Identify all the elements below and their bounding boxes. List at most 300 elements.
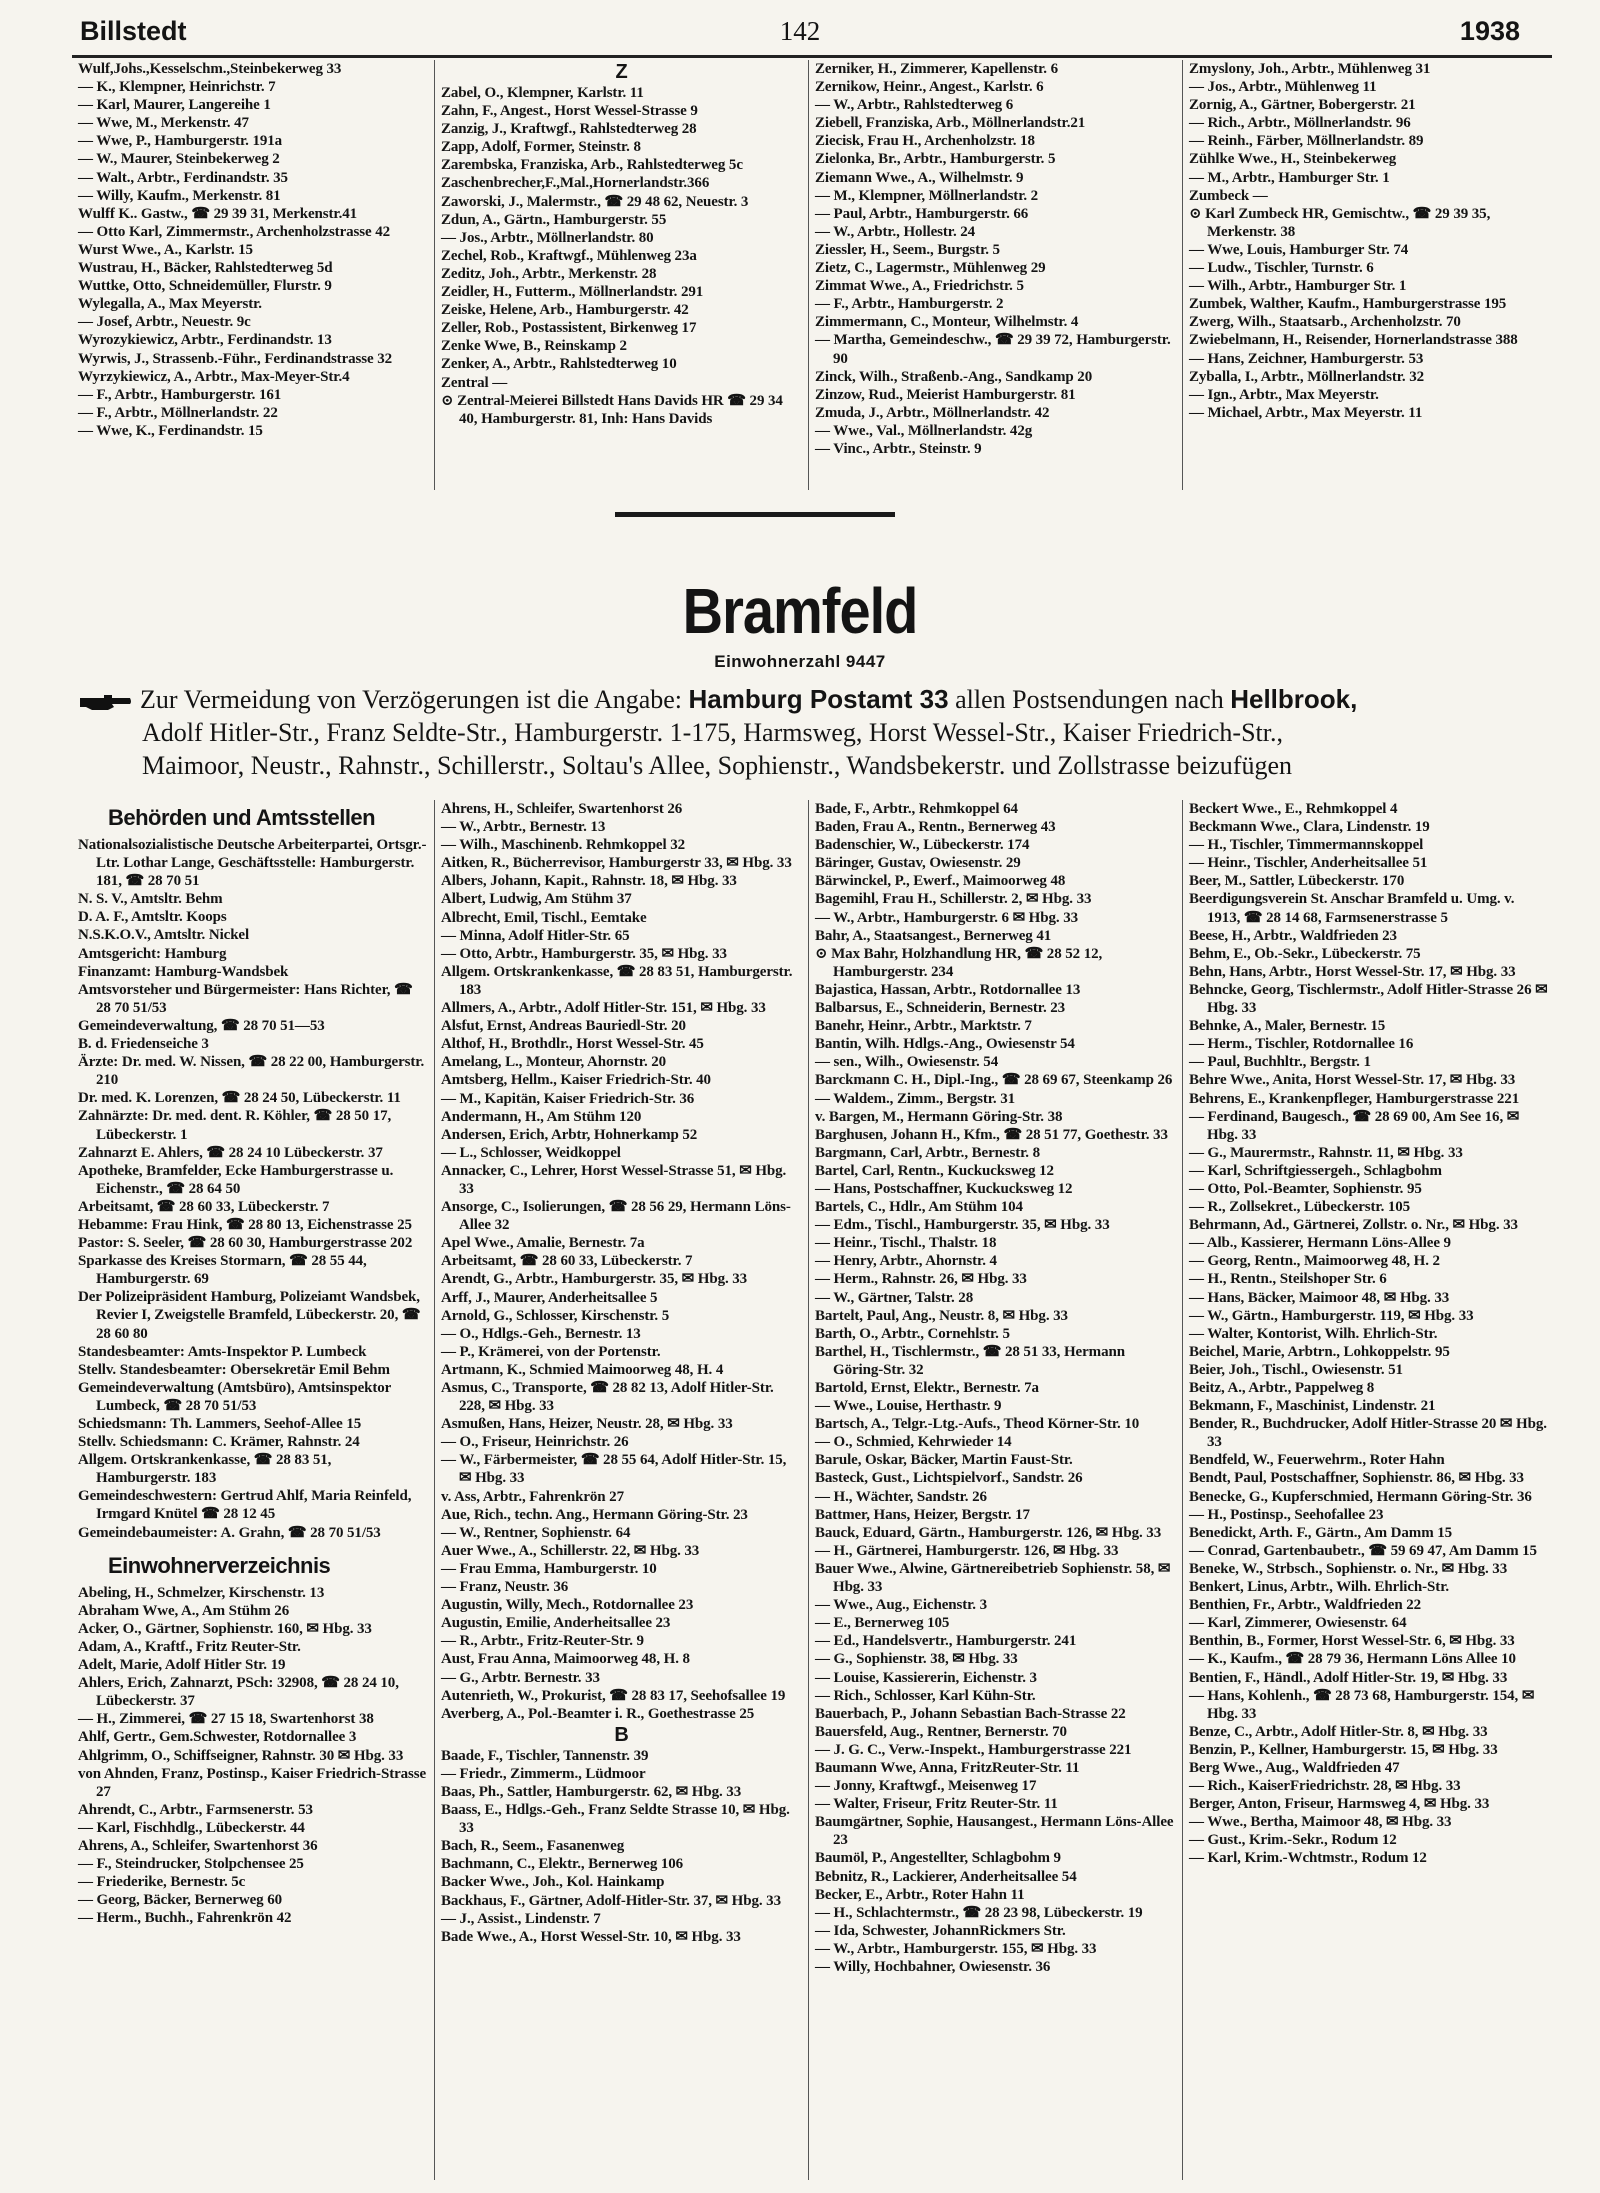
- directory-entry: Benthin, B., Former, Horst Wessel-Str. 6, ✉ Hbg. 33: [1189, 1633, 1515, 1650]
- notice-hellbrook: Hellbrook,: [1230, 684, 1358, 714]
- running-head: [80, 16, 1520, 48]
- directory-entry: Bender, R., Buchdrucker, Adolf Hitler-Strasse 20 ✉ Hbg. 33: [1189, 1416, 1547, 1451]
- directory-entry: Bauck, Eduard, Gärtn., Hamburgerstr. 126, ✉ Hbg. 33: [815, 1524, 1162, 1541]
- directory-entry: Bauer Wwe., Alwine, Gärtnereibetrieb Sophienstr. 58, ✉ Hbg. 33: [815, 1560, 1171, 1596]
- directory-entry: — Heinr., Tischler, Anderheitsallee 51: [1189, 855, 1428, 872]
- directory-entry: — L., Schlosser, Weidkoppel: [441, 1144, 621, 1161]
- directory-entry: Zaschenbrecher,F.,Mal.,Hornerlandstr.366: [441, 175, 710, 192]
- directory-entry: Ziemann Wwe., A., Wilhelmstr. 9: [815, 169, 1024, 186]
- directory-entry: Bartelt, Paul, Ang., Neustr. 8, ✉ Hbg. 33: [815, 1307, 1068, 1324]
- directory-entry: Annacker, C., Lehrer, Horst Wessel-Strasse 51, ✉ Hbg. 33: [441, 1162, 787, 1197]
- directory-entry: Bendfeld, W., Feuerwehrm., Roter Hahn: [1189, 1452, 1445, 1469]
- directory-entry: Zühlke Wwe., H., Steinbekerweg: [1189, 151, 1397, 168]
- directory-entry: — H., Schlachtermstr., ☎ 28 23 98, Lübeckerstr. 19: [815, 1904, 1143, 1921]
- directory-entry: — Herm., Rahnstr. 26, ✉ Hbg. 33: [815, 1271, 1027, 1288]
- directory-entry: Arendt, G., Arbtr., Hamburgerstr. 35, ✉ Hbg. 33: [441, 1271, 748, 1288]
- directory-entry: Zapp, Adolf, Former, Steinstr. 8: [441, 139, 641, 156]
- directory-entry: — Hans, Kohlenh., ☎ 28 73 68, Hamburgerstr. 154, ✉ Hbg. 33: [1189, 1687, 1535, 1722]
- directory-entry: Zimmermann, C., Monteur, Wilhelmstr. 4: [815, 314, 1079, 331]
- directory-entry: — W., Gärtn., Hamburgerstr. 119, ✉ Hbg. 33: [1189, 1307, 1474, 1324]
- directory-entry: Wyrwis, J., Strassenb.-Führ., Ferdinandstrasse 32: [78, 350, 393, 367]
- directory-entry: Bartsch, A., Telgr.-Ltg.-Aufs., Theod Körner-Str. 10: [815, 1416, 1140, 1433]
- directory-entry: ⊙ Karl Zumbeck HR, Gemischtw., ☎ 29 39 35, Merkenstr. 38: [1189, 205, 1491, 240]
- directory-entry: ⊙ Max Bahr, Holzhandlung HR, ☎ 28 52 12, Hamburgerstr. 234: [815, 945, 1103, 980]
- directory-entry: — G., Sophienstr. 38, ✉ Hbg. 33: [815, 1651, 1018, 1668]
- directory-entry: — M., Klempner, Möllnerlandstr. 2: [815, 187, 1039, 204]
- directory-entry: Der Polizeipräsident Hamburg, Polizeiamt Wandsbek, Revier I, Zweigstelle Bramfeld, Lübeckerstr. 20, ☎ 28 60 80: [78, 1289, 421, 1342]
- directory-entry: Ärzte: Dr. med. W. Nissen, ☎ 28 22 00, Hamburgerstr. 210: [78, 1054, 425, 1089]
- directory-entry: Badenschier, W., Lübeckerstr. 174: [815, 837, 1030, 854]
- directory-entry: Bauerbach, P., Johann Sebastian Bach-Strasse 22: [815, 1705, 1126, 1722]
- directory-entry: Bendt, Paul, Postschaffner, Sophienstr. 86, ✉ Hbg. 33: [1189, 1470, 1524, 1487]
- directory-entry: Asmus, C., Transporte, ☎ 28 82 13, Adolf Hitler-Str. 228, ✉ Hbg. 33: [441, 1380, 774, 1415]
- directory-entry: — H., Gärtnerei, Hamburgerstr. 126, ✉ Hbg. 33: [815, 1542, 1119, 1559]
- directory-entry: Apel Wwe., Amalie, Bernestr. 7a: [441, 1235, 645, 1252]
- directory-entry: — Georg, Rentn., Maimoorweg 48, H. 2: [1189, 1253, 1440, 1270]
- directory-entry: Benzin, P., Kellner, Hamburgerstr. 15, ✉ Hbg. 33: [1189, 1741, 1498, 1758]
- directory-entry: — Georg, Bäcker, Bernerweg 60: [78, 1892, 282, 1909]
- directory-entry: Acker, O., Gärtner, Sophienstr. 160, ✉ Hbg. 33: [78, 1620, 372, 1637]
- directory-entry: — H., Wächter, Sandstr. 26: [815, 1488, 987, 1505]
- directory-entry: — Herm., Buchh., Fahrenkrön 42: [78, 1910, 292, 1927]
- directory-entry: Averberg, A., Pol.-Beamter i. R., Goethestrasse 25: [441, 1705, 755, 1722]
- directory-entry: Pastor: S. Seeler, ☎ 28 60 30, Hamburgerstrasse 202: [78, 1235, 413, 1252]
- bottom-column-4: [1182, 800, 1556, 2180]
- directory-entry: — W., Färbermeister, ☎ 28 55 64, Adolf Hitler-Str. 15, ✉ Hbg. 33: [441, 1452, 787, 1487]
- directory-entry: — Rich., Arbtr., Möllnerlandstr. 96: [1189, 115, 1411, 132]
- directory-entry: Ahlf, Gertr., Gem.Schwester, Rotdornallee 3: [78, 1729, 357, 1746]
- directory-entry: Benkert, Linus, Arbtr., Wilh. Ehrlich-Str.: [1189, 1579, 1450, 1596]
- town-title: Bramfeld: [682, 574, 918, 647]
- directory-entry: — P., Krämerei, von der Portenstr.: [441, 1343, 661, 1360]
- letter-heading: B: [614, 1723, 629, 1746]
- directory-entry: Amtsberg, Hellm., Kaiser Friedrich-Str. 40: [441, 1072, 711, 1089]
- directory-entry: v. Bargen, M., Hermann Göring-Str. 38: [815, 1108, 1063, 1125]
- directory-entry: Zimmat Wwe., A., Friedrichstr. 5: [815, 278, 1024, 295]
- directory-entry: — K., Kaufm., ☎ 28 79 36, Hermann Löns Allee 10: [1189, 1651, 1516, 1668]
- directory-entry: Gemeindebaumeister: A. Grahn, ☎ 28 70 51/53: [78, 1524, 381, 1541]
- directory-entry: Bärwinckel, P., Ewerf., Maimoorweg 48: [815, 873, 1066, 890]
- directory-entry: — O., Hdlgs.-Geh., Bernestr. 13: [441, 1325, 641, 1342]
- bottom-column-2: [434, 800, 808, 2180]
- directory-entry: Andersen, Erich, Arbtr, Hohnerkamp 52: [441, 1126, 698, 1143]
- directory-entry: — Edm., Tischl., Hamburgerstr. 35, ✉ Hbg. 33: [815, 1217, 1110, 1234]
- directory-entry: — Willy, Hochbahner, Owiesenstr. 36: [815, 1959, 1051, 1975]
- directory-entry: Hebamme: Frau Hink, ☎ 28 80 13, Eichenstrasse 25: [78, 1216, 412, 1233]
- notice-line-2: Adolf Hitler-Str., Franz Seldte-Str., Hamburgerstr. 1-175, Harmsweg, Horst Wessel-Str., Kaiser Friedrich-Str.,: [142, 718, 1283, 747]
- directory-entry: Zernikow, Heinr., Angest., Karlstr. 6: [815, 79, 1044, 96]
- directory-entry: Allgem. Ortskrankenkasse, ☎ 28 83 51, Hamburgerstr. 183: [441, 963, 793, 998]
- directory-entry: — F., Arbtr., Möllnerlandstr. 22: [78, 404, 278, 421]
- directory-entry: — Karl, Fischhdlg., Lübeckerstr. 44: [78, 1819, 305, 1836]
- directory-entry: — K., Klempner, Heinrichstr. 7: [78, 79, 276, 96]
- directory-entry: Beckmann Wwe., Clara, Lindenstr. 19: [1189, 819, 1430, 836]
- directory-entry: Bach, R., Seem., Fasanenweg: [441, 1838, 625, 1855]
- directory-entry: Beichel, Marie, Arbtrn., Lohkoppelstr. 95: [1189, 1343, 1450, 1360]
- directory-entry: Albert, Ludwig, Am Stühm 37: [441, 891, 632, 908]
- directory-entry: — Wwe, P., Hamburgerstr. 191a: [78, 133, 283, 150]
- directory-entry: — Jonny, Kraftwgf., Meisenweg 17: [815, 1778, 1037, 1795]
- directory-entry: — Karl, Krim.-Wchtmstr., Rodum 12: [1189, 1850, 1427, 1867]
- directory-entry: Bahr, A., Staatsangest., Bernerweg 41: [815, 927, 1052, 944]
- directory-entry: — Michael, Arbtr., Max Meyerstr. 11: [1189, 404, 1423, 421]
- directory-entry: Basteck, Gust., Lichtspielvorf., Sandstr. 26: [815, 1470, 1083, 1487]
- directory-entry: Ahlers, Erich, Zahnarzt, PSch: 32908, ☎ 28 24 10, Lübeckerstr. 37: [78, 1675, 399, 1710]
- directory-entry: Albers, Johann, Kapit., Rahnstr. 18, ✉ Hbg. 33: [441, 873, 737, 890]
- directory-entry: Schiedsmann: Th. Lammers, Seehof-Allee 15: [78, 1416, 362, 1432]
- directory-entry: Gemeindeverwaltung (Amtsbüro), Amtsinspektor Lumbeck, ☎ 28 70 51/53: [78, 1379, 391, 1414]
- directory-entry: — Rich., Schlosser, Karl Kühn-Str.: [815, 1687, 1036, 1704]
- directory-entry: Barth, O., Arbtr., Cornehlstr. 5: [815, 1325, 1010, 1342]
- directory-entry: Zentral —: [441, 374, 508, 391]
- directory-entry: Zeditz, Joh., Arbtr., Merkenstr. 28: [441, 265, 657, 282]
- directory-entry: Benthien, Fr., Arbtr., Waldfrieden 22: [1189, 1597, 1422, 1614]
- directory-entry: Gemeindeschwestern: Gertrud Ahlf, Maria Reinfeld, Irmgard Knütel ☎ 28 12 45: [78, 1488, 412, 1523]
- directory-entry: Andermann, H., Am Stühm 120: [441, 1108, 642, 1125]
- directory-entry: — Rich., KaiserFriedrichstr. 28, ✉ Hbg. 33: [1189, 1778, 1461, 1795]
- directory-entry: — Wwe., Val., Möllnerlandstr. 42g: [815, 422, 1033, 439]
- directory-entry: Adam, A., Kraftf., Fritz Reuter-Str.: [78, 1638, 301, 1655]
- directory-entry: — Karl, Maurer, Langereihe 1: [78, 97, 271, 114]
- directory-entry: — F., Steindrucker, Stolpchensee 25: [78, 1856, 304, 1873]
- directory-entry: Beer, M., Sattler, Lübeckerstr. 170: [1189, 873, 1405, 890]
- directory-entry: Zarembska, Franziska, Arb., Rahlstedterweg 5c: [441, 157, 743, 174]
- directory-entry: Bartels, C., Hdlr., Am Stühm 104: [815, 1199, 1023, 1216]
- directory-entry: Artmann, K., Schmied Maimoorweg 48, H. 4: [441, 1361, 724, 1378]
- directory-entry: — Henry, Arbtr., Ahornstr. 4: [815, 1253, 997, 1270]
- directory-entry: Zwerg, Wilh., Staatsarb., Archenholzstr. 70: [1189, 314, 1461, 331]
- directory-entry: — W., Maurer, Steinbekerweg 2: [78, 151, 280, 168]
- directory-entry: Banehr, Heinr., Arbtr., Marktstr. 7: [815, 1018, 1032, 1035]
- directory-entry: Wulff K.. Gastw., ☎ 29 39 31, Merkenstr.41: [78, 205, 358, 222]
- directory-entry: Behre Wwe., Anita, Horst Wessel-Str. 17, ✉ Hbg. 33: [1189, 1072, 1516, 1089]
- directory-entry: — Josef, Arbtr., Neuestr. 9c: [78, 314, 251, 331]
- directory-entry: Benze, C., Arbtr., Adolf Hitler-Str. 8, ✉ Hbg. 33: [1189, 1723, 1488, 1740]
- directory-entry: Bekmann, F., Maschinist, Lindenstr. 21: [1189, 1398, 1436, 1415]
- directory-entry: Bargmann, Carl, Arbtr., Bernestr. 8: [815, 1144, 1040, 1161]
- notice-postamt: Hamburg Postamt 33: [688, 684, 949, 714]
- directory-entry: — Herm., Tischler, Rotdornallee 16: [1189, 1036, 1414, 1053]
- directory-entry: Bentien, F., Händl., Adolf Hitler-Str. 19, ✉ Hbg. 33: [1189, 1669, 1508, 1686]
- directory-entry: Baumöl, P., Angestellter, Schlagbohm 9: [815, 1850, 1061, 1867]
- directory-entry: — Waldem., Zimm., Bergstr. 31: [815, 1090, 1016, 1107]
- directory-entry: Gemeindeverwaltung, ☎ 28 70 51—53: [78, 1017, 325, 1034]
- directory-entry: Finanzamt: Hamburg-Wandsbek: [78, 963, 289, 980]
- directory-entry: — Wwe., Aug., Eichenstr. 3: [815, 1597, 988, 1614]
- residents-heading: Einwohnerverzeichnis: [108, 1552, 331, 1578]
- directory-entry: — Wilh., Arbtr., Hamburger Str. 1: [1189, 278, 1407, 295]
- directory-entry: Zeller, Rob., Postassistent, Birkenweg 17: [441, 320, 697, 337]
- directory-entry: Zielonka, Br., Arbtr., Hamburgerstr. 5: [815, 151, 1056, 168]
- directory-entry: Zechel, Rob., Kraftwgf., Mühlenweg 23a: [441, 247, 697, 264]
- directory-entry: Alsfut, Ernst, Andreas Bauriedl-Str. 20: [441, 1018, 686, 1035]
- directory-entry: Behrens, E., Krankenpfleger, Hamburgerstrasse 221: [1189, 1090, 1520, 1107]
- directory-entry: — Otto, Arbtr., Hamburgerstr. 35, ✉ Hbg. 33: [441, 945, 727, 962]
- notice-text-a: Zur Vermeidung von Verzögerungen ist die Angabe:: [140, 685, 689, 714]
- directory-entry: Arff, J., Maurer, Anderheitsallee 5: [441, 1289, 658, 1306]
- directory-entry: Stellv. Schiedsmann: C. Krämer, Rahnstr. 24: [78, 1434, 360, 1451]
- directory-entry: — Ed., Handelsvertr., Hamburgerstr. 241: [815, 1633, 1077, 1650]
- directory-entry: — Willy, Kaufm., Merkenstr. 81: [78, 187, 281, 204]
- directory-entry: Zeiske, Helene, Arb., Hamburgerstr. 42: [441, 302, 689, 319]
- directory-entry: — Conrad, Gartenbaubetr., ☎ 59 69 47, Am Damm 15: [1189, 1542, 1537, 1559]
- directory-entry: — Otto Karl, Zimmermstr., Archenholzstrasse 42: [78, 223, 391, 240]
- notice-line-1: [78, 683, 1526, 716]
- directory-entry: Zeidler, H., Futterm., Möllnerlandstr. 291: [441, 284, 704, 301]
- directory-entry: — Otto, Pol.-Beamter, Sophienstr. 95: [1189, 1180, 1422, 1197]
- directory-entry: — Walter, Kontorist, Wilh. Ehrlich-Str.: [1189, 1325, 1438, 1342]
- directory-entry: Behm, E., Ob.-Sekr., Lübeckerstr. 75: [1189, 945, 1421, 962]
- directory-entry: — W., Arbtr., Rahlstedterweg 6: [815, 97, 1014, 114]
- top-column-4: [1182, 60, 1556, 490]
- directory-entry: von Ahnden, Franz, Postinsp., Kaiser Friedrich-Strasse 27: [78, 1765, 427, 1800]
- directory-entry: — Minna, Adolf Hitler-Str. 65: [441, 927, 630, 944]
- letter-heading: Z: [615, 61, 628, 83]
- directory-entry: Adelt, Marie, Adolf Hitler Str. 19: [78, 1657, 286, 1674]
- directory-entry: — Karl, Schriftgiessergeh., Schlagbohm: [1189, 1162, 1442, 1179]
- directory-entry: Beitz, A., Arbtr., Pappelweg 8: [1189, 1380, 1375, 1396]
- directory-entry: Barule, Oskar, Bäcker, Martin Faust-Str.: [815, 1452, 1073, 1469]
- directory-entry: — W., Arbtr., Bernestr. 13: [441, 819, 606, 836]
- header-year: 1938: [1459, 16, 1520, 46]
- top-column-1: [72, 60, 434, 490]
- directory-entry: — H., Rentn., Steilshoper Str. 6: [1189, 1271, 1387, 1288]
- directory-entry: — Hans, Zeichner, Hamburgerstr. 53: [1189, 350, 1424, 367]
- directory-entry: Dr. med. K. Lorenzen, ☎ 28 24 50, Lübeckerstr. 11: [78, 1090, 401, 1107]
- directory-entry: Baas, Ph., Sattler, Hamburgerstr. 62, ✉ Hbg. 33: [441, 1783, 742, 1800]
- directory-entry: — W., Rentner, Sophienstr. 64: [441, 1524, 631, 1541]
- directory-entry: Abraham Wwe, A., Am Stühm 26: [78, 1602, 290, 1619]
- pointing-hand-icon: [78, 692, 132, 712]
- directory-entry: Aitken, R., Bücherrevisor, Hamburgerstr 33, ✉ Hbg. 33: [441, 855, 792, 872]
- directory-entry: — Friederike, Bernestr. 5c: [78, 1874, 246, 1891]
- directory-entry: — Paul, Arbtr., Hamburgerstr. 66: [815, 205, 1029, 222]
- directory-entry: Battmer, Hans, Heizer, Bergstr. 17: [815, 1506, 1030, 1523]
- directory-entry: Standesbeamter: Amts-Inspektor P. Lumbeck: [78, 1343, 367, 1360]
- directory-entry: — Reinh., Färber, Möllnerlandstr. 89: [1189, 133, 1424, 150]
- directory-entry: Zdun, A., Gärtn., Hamburgerstr. 55: [441, 211, 667, 228]
- directory-entry: D. A. F., Amtsltr. Koops: [78, 909, 227, 926]
- directory-entry: — Wwe., Bertha, Maimoor 48, ✉ Hbg. 33: [1189, 1814, 1452, 1831]
- directory-entry: Zenke Wwe, B., Reinskamp 2: [441, 338, 627, 355]
- authorities-heading: Behörden und Amtsstellen: [108, 805, 376, 830]
- directory-entry: Wulf,Johs.,Kesselschm.,Steinbekerweg 33: [78, 61, 342, 77]
- top-column-3: [808, 60, 1182, 490]
- directory-entry: Berger, Anton, Friseur, Harmsweg 4, ✉ Hbg. 33: [1189, 1796, 1490, 1813]
- directory-entry: Auer Wwe., A., Schillerstr. 22, ✉ Hbg. 33: [441, 1542, 700, 1559]
- directory-entry: Apotheke, Bramfelder, Ecke Hamburgerstrasse u. Eichenstr., ☎ 28 64 50: [78, 1162, 394, 1197]
- directory-entry: — Vinc., Arbtr., Steinstr. 9: [815, 440, 982, 457]
- directory-entry: Ahrens, A., Schleifer, Swartenhorst 36: [78, 1837, 318, 1854]
- directory-entry: B. d. Friedenseiche 3: [78, 1036, 209, 1053]
- directory-entry: — G., Arbtr. Bernestr. 33: [441, 1669, 600, 1686]
- directory-entry: Arbeitsamt, ☎ 28 60 33, Lübeckerstr. 7: [441, 1253, 693, 1270]
- directory-entry: Zenker, A., Arbtr., Rahlstedterweg 10: [441, 356, 677, 373]
- header-rule: [72, 55, 1552, 58]
- directory-entry: — Louise, Kassiererin, Eichenstr. 3: [815, 1669, 1037, 1686]
- directory-entry: Bebnitz, R., Lackierer, Anderheitsallee 54: [815, 1868, 1077, 1885]
- directory-entry: Augustin, Emilie, Anderheitsallee 23: [441, 1615, 671, 1632]
- postal-notice: [78, 683, 1526, 782]
- directory-entry: — Wwe, Louis, Hamburger Str. 74: [1189, 241, 1409, 258]
- directory-entry: Beerdigungsverein St. Anschar Bramfeld u. Umg. v. 1913, ☎ 28 14 68, Farmsenerstrasse 5: [1189, 891, 1515, 926]
- directory-entry: Ansorge, C., Isolierungen, ☎ 28 56 29, Hermann Löns-Allee 32: [441, 1199, 791, 1234]
- page-number: 142: [779, 16, 821, 46]
- directory-entry: — M., Kapitän, Kaiser Friedrich-Str. 36: [441, 1090, 695, 1107]
- directory-entry: Abeling, H., Schmelzer, Kirschenstr. 13: [78, 1584, 325, 1601]
- directory-entry: Bartel, Carl, Rentn., Kuckucksweg 12: [815, 1162, 1054, 1179]
- directory-entry: Zwiebelmann, H., Reisender, Hornerlandstrasse 388: [1189, 332, 1518, 349]
- directory-entry: — Ferdinand, Baugesch., ☎ 28 69 00, Am See 16, ✉ Hbg. 33: [1189, 1108, 1520, 1143]
- directory-entry: — Karl, Zimmerer, Owiesenstr. 64: [1189, 1615, 1407, 1632]
- directory-entry: — O., Schmied, Kehrwieder 14: [815, 1434, 1012, 1451]
- directory-entry: Zumbek, Walther, Kaufm., Hamburgerstrasse 195: [1189, 296, 1507, 313]
- directory-entry: Zahnarzt E. Ahlers, ☎ 28 24 10 Lübeckerstr. 37: [78, 1144, 383, 1161]
- directory-entry: — Ludw., Tischler, Turnstr. 6: [1189, 260, 1374, 277]
- directory-entry: — Martha, Gemeindeschw., ☎ 29 39 72, Hamburgerstr. 90: [815, 332, 1171, 367]
- directory-entry: Behrmann, Ad., Gärtnerei, Zollstr. o. Nr., ✉ Hbg. 33: [1189, 1217, 1518, 1234]
- section-divider: [615, 512, 895, 517]
- directory-entry: Zaworski, J., Malermstr., ☎ 29 48 62, Neuestr. 3: [441, 193, 749, 210]
- directory-entry: — Wilh., Maschinenb. Rehmkoppel 32: [441, 837, 686, 854]
- directory-entry: Behn, Hans, Arbtr., Horst Wessel-Str. 17, ✉ Hbg. 33: [1189, 963, 1516, 980]
- directory-entry: Aust, Frau Anna, Maimoorweg 48, H. 8: [441, 1651, 690, 1668]
- header-place: Billstedt: [80, 16, 187, 46]
- directory-entry: Autenrieth, W., Prokurist, ☎ 28 83 17, Seehofsallee 19: [441, 1687, 786, 1704]
- population: Einwohnerzahl 9447: [714, 652, 886, 671]
- directory-entry: Baade, F., Tischler, Tannenstr. 39: [441, 1747, 649, 1764]
- directory-entry: Bajastica, Hassan, Arbtr., Rotdornallee 13: [815, 981, 1081, 998]
- directory-entry: N. S. V., Amtsltr. Behm: [78, 891, 223, 908]
- directory-entry: — Ign., Arbtr., Max Meyerstr.: [1189, 386, 1379, 403]
- directory-entry: — Gust., Krim.-Sekr., Rodum 12: [1189, 1832, 1397, 1849]
- directory-entry: Zietz, C., Lagermstr., Mühlenweg 29: [815, 260, 1046, 277]
- directory-entry: Asmußen, Hans, Heizer, Neustr. 28, ✉ Hbg. 33: [441, 1416, 733, 1433]
- bottom-column-3: [808, 800, 1182, 2180]
- notice-line-3: Maimoor, Neustr., Rahnstr., Schillerstr., Soltau's Allee, Sophienstr., Wandsbekerstr. und Zollstrasse beizufügen: [142, 751, 1292, 780]
- directory-entry: Allmers, A., Arbtr., Adolf Hitler-Str. 151, ✉ Hbg. 33: [441, 1000, 766, 1017]
- directory-entry: — W., Gärtner, Talstr. 28: [815, 1289, 974, 1306]
- directory-entry: Ziecisk, Frau H., Archenholzstr. 18: [815, 133, 1035, 150]
- directory-entry: — Jos., Arbtr., Mühlenweg 11: [1189, 79, 1377, 96]
- directory-entry: Bade Wwe., A., Horst Wessel-Str. 10, ✉ Hbg. 33: [441, 1928, 741, 1945]
- directory-entry: Behnke, A., Maler, Bernestr. 15: [1189, 1018, 1386, 1035]
- directory-entry: Benedickt, Arth. F., Gärtn., Am Damm 15: [1189, 1524, 1453, 1541]
- directory-entry: — Walter, Friseur, Fritz Reuter-Str. 11: [815, 1796, 1058, 1813]
- directory-entry: Arbeitsamt, ☎ 28 60 33, Lübeckerstr. 7: [78, 1198, 330, 1215]
- directory-entry: Zumbeck —: [1189, 187, 1268, 204]
- directory-entry: — Alb., Kassierer, Hermann Löns-Allee 9: [1189, 1235, 1451, 1252]
- directory-entry: — Heinr., Tischl., Thalstr. 18: [815, 1235, 997, 1252]
- directory-entry: Bachmann, C., Elektr., Bernerweg 106: [441, 1856, 684, 1873]
- directory-entry: Wurst Wwe., A., Karlstr. 15: [78, 241, 253, 258]
- directory-entry: Althof, H., Brothdlr., Horst Wessel-Str. 45: [441, 1036, 704, 1053]
- directory-entry: — Frau Emma, Hamburgerstr. 10: [441, 1560, 657, 1577]
- top-columns: [72, 60, 1556, 490]
- directory-entry: Wyrzykiewicz, A., Arbtr., Max-Meyer-Str.4: [78, 368, 350, 385]
- directory-entry: — H., Postinsp., Seehofallee 23: [1189, 1506, 1384, 1523]
- directory-entry: Benecke, G., Kupferschmied, Hermann Göring-Str. 36: [1189, 1488, 1532, 1505]
- directory-entry: Behncke, Georg, Tischlermstr., Adolf Hitler-Strasse 26 ✉ Hbg. 33: [1189, 981, 1548, 1017]
- directory-entry: Baass, E., Hdlgs.-Geh., Franz Seldte Strasse 10, ✉ Hbg. 33: [441, 1802, 790, 1837]
- directory-entry: — M., Arbtr., Hamburger Str. 1: [1189, 169, 1390, 186]
- directory-entry: Sparkasse des Kreises Stormarn, ☎ 28 55 44, Hamburgerstr. 69: [78, 1253, 367, 1288]
- directory-entry: — J. G. C., Verw.-Inspekt., Hamburgerstrasse 221: [815, 1741, 1132, 1758]
- directory-entry: Bartold, Ernst, Elektr., Bernestr. 7a: [815, 1380, 1039, 1396]
- directory-entry: Ahrens, H., Schleifer, Swartenhorst 26: [441, 801, 683, 817]
- directory-entry: Barckmann C. H., Dipl.-Ing., ☎ 28 69 67, Steenkamp 26: [815, 1072, 1173, 1089]
- directory-entry: Zmyslony, Joh., Arbtr., Mühlenweg 31: [1189, 61, 1431, 77]
- directory-entry: Wustrau, H., Bäcker, Rahlstedterweg 5d: [78, 260, 333, 277]
- directory-entry: — Wwe., Louise, Herthastr. 9: [815, 1398, 1002, 1415]
- directory-entry: Beese, H., Arbtr., Waldfrieden 23: [1189, 927, 1397, 944]
- directory-entry: — Wwe, K., Ferdinandstr. 15: [78, 422, 263, 439]
- directory-entry: — Hans, Postschaffner, Kuckucksweg 12: [815, 1180, 1073, 1197]
- directory-entry: Beier, Joh., Tischl., Owiesenstr. 51: [1189, 1361, 1403, 1378]
- directory-entry: Wuttke, Otto, Schneidemüller, Flurstr. 9: [78, 278, 332, 295]
- directory-entry: Bade, F., Arbtr., Rehmkoppel 64: [815, 801, 1018, 817]
- directory-entry: — G., Maurermstr., Rahnstr. 11, ✉ Hbg. 33: [1189, 1144, 1463, 1161]
- directory-entry: Ziessler, H., Seem., Burgstr. 5: [815, 241, 1000, 258]
- directory-entry: Allgem. Ortskrankenkasse, ☎ 28 83 51, Hamburgerstr. 183: [78, 1452, 332, 1487]
- directory-entry: — R., Arbtr., Fritz-Reuter-Str. 9: [441, 1633, 644, 1650]
- directory-entry: Stellv. Standesbeamter: Obersekretär Emil Behm: [78, 1361, 390, 1378]
- directory-entry: Balbarsus, E., Schneiderin, Bernestr. 23: [815, 1000, 1066, 1017]
- directory-entry: Backer Wwe., Joh., Kol. Hainkamp: [441, 1874, 665, 1891]
- directory-entry: Aue, Rich., techn. Ang., Hermann Göring-Str. 23: [441, 1506, 748, 1523]
- directory-entry: Baumgärtner, Sophie, Hausangest., Hermann Löns-Allee 23: [815, 1814, 1174, 1849]
- directory-entry: Barthel, H., Tischlermstr., ☎ 28 51 33, Hermann Göring-Str. 32: [815, 1343, 1125, 1378]
- directory-entry: — W., Arbtr., Hollestr. 24: [815, 223, 976, 240]
- directory-entry: — O., Friseur, Heinrichstr. 26: [441, 1434, 629, 1451]
- directory-entry: — Ida, Schwester, JohannRickmers Str.: [815, 1922, 1066, 1939]
- bottom-column-1: [72, 800, 434, 2180]
- directory-entry: Zmuda, J., Arbtr., Möllnerlandstr. 42: [815, 404, 1050, 421]
- directory-entry: — F., Arbtr., Hamburgerstr. 2: [815, 296, 1004, 313]
- directory-entry: Bantin, Wilh. Hdlgs.-Ang., Owiesenstr 54: [815, 1036, 1075, 1053]
- directory-entry: — H., Tischler, Timmermannskoppel: [1189, 837, 1424, 854]
- directory-entry: Wyrozykiewicz, Arbtr., Ferdinandstr. 13: [78, 332, 332, 349]
- directory-entry: — H., Zimmerei, ☎ 27 15 18, Swartenhorst 38: [78, 1711, 374, 1728]
- directory-entry: Barghusen, Johann H., Kfm., ☎ 28 51 77, Goethestr. 33: [815, 1126, 1168, 1143]
- directory-entry: v. Ass, Arbtr., Fahrenkrön 27: [441, 1488, 624, 1505]
- directory-entry: Ziebell, Franziska, Arb., Möllnerlandstr.21: [815, 115, 1086, 132]
- directory-entry: Bagemihl, Frau H., Schillerstr. 2, ✉ Hbg. 33: [815, 891, 1092, 908]
- directory-entry: — Jos., Arbtr., Möllnerlandstr. 80: [441, 229, 654, 246]
- directory-entry: Wylegalla, A., Max Meyerstr.: [78, 296, 262, 313]
- directory-entry: — Wwe, M., Merkenstr. 47: [78, 115, 249, 132]
- directory-entry: Baumann Wwe, Anna, FritzReuter-Str. 11: [815, 1759, 1080, 1776]
- notice-text-b: allen Postsendungen nach: [948, 685, 1231, 714]
- directory-entry: Berg Wwe., Aug., Waldfrieden 47: [1189, 1759, 1400, 1776]
- directory-entry: — R., Zollsekret., Lübeckerstr. 105: [1189, 1199, 1411, 1216]
- directory-entry: — Friedr., Zimmerm., Lüdmoor: [441, 1765, 646, 1782]
- directory-entry: Nationalsozialistische Deutsche Arbeiterpartei, Ortsgr.-Ltr. Lothar Lange, Geschäftsstelle: Hamburgerstr. 181, ☎ 28 70 51: [78, 837, 427, 890]
- directory-entry: — Walt., Arbtr., Ferdinandstr. 35: [78, 169, 288, 186]
- directory-entry: Beneke, W., Strbsch., Sophienstr. o. Nr., ✉ Hbg. 33: [1189, 1560, 1508, 1577]
- directory-entry: Zahnärzte: Dr. med. dent. R. Köhler, ☎ 28 50 17, Lübeckerstr. 1: [78, 1108, 392, 1143]
- directory-entry: Zyballa, I., Arbtr., Möllnerlandstr. 32: [1189, 368, 1425, 385]
- directory-entry: Baden, Frau A., Rentn., Bernerweg 43: [815, 819, 1056, 836]
- directory-entry: Zanzig, J., Kraftwgf., Rahlstedterweg 28: [441, 121, 697, 138]
- directory-entry: Bauersfeld, Aug., Rentner, Bernerstr. 70: [815, 1723, 1067, 1740]
- directory-entry: N.S.K.O.V., Amtsltr. Nickel: [78, 927, 250, 944]
- directory-entry: Backhaus, F., Gärtner, Adolf-Hitler-Str. 37, ✉ Hbg. 33: [441, 1892, 781, 1909]
- directory-entry: — F., Arbtr., Hamburgerstr. 161: [78, 386, 282, 403]
- directory-entry: Zerniker, H., Zimmerer, Kapellenstr. 6: [815, 61, 1058, 77]
- directory-entry: Zabel, O., Klempner, Karlstr. 11: [441, 85, 644, 101]
- directory-entry: — W., Arbtr., Hamburgerstr. 6 ✉ Hbg. 33: [815, 909, 1078, 926]
